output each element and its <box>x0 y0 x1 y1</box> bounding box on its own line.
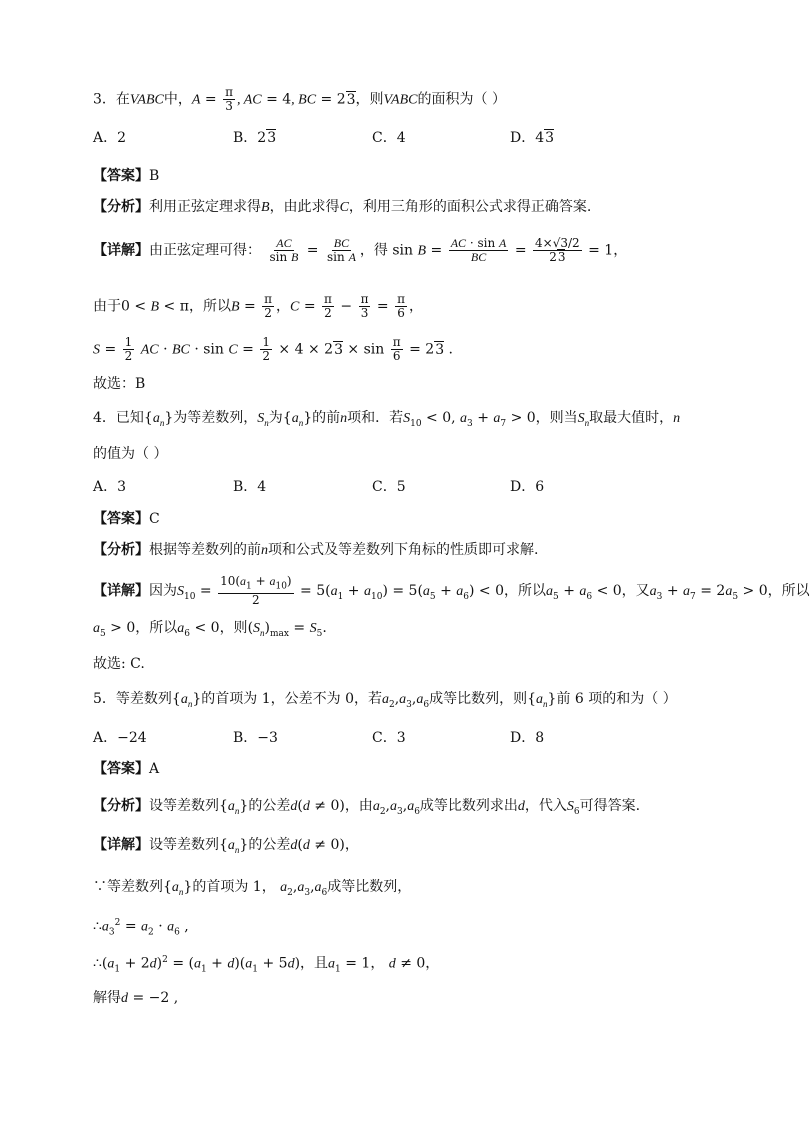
q5-analysis: 【分析】设等差数列$\{a_n\}$的公差d(d ≠ 0)，由$a_2,a_3,a_6$成等比数列求出d，代入$S_6$可得答案. <box>93 798 641 817</box>
q4-stem-cont: 的值为（ ） <box>93 446 168 462</box>
q5-option-c: C．3 <box>372 730 406 746</box>
q3-area-formula: S = $\frac{1}{2}$ AC · BC · sin C = $\frac{1}{2}$ × 4 × 23 × sin $\frac{\pi}{6}$ = 23 . <box>93 335 454 363</box>
q5-answer: 【答案】A <box>93 761 160 777</box>
q5-options <box>0 728 794 748</box>
q3-analysis: 【分析】利用正弦定理求得B，由此求得C，利用三角形的面积公式求得正确答案. <box>93 199 592 215</box>
q4-option-a: A．3 <box>93 479 127 495</box>
q4-answer: 【答案】C <box>93 511 160 527</box>
q5-option-d: D．8 <box>510 730 545 746</box>
q4-detail-cont: $a_5 > 0$，所以$a_6 < 0$，则$(S_n)_{max} = S_5$. <box>93 620 327 639</box>
q3-choose: 故选：B <box>93 376 146 392</box>
q5-geometric-eq: $\therefore a_3^2 = a_2 \cdot a_6$ , <box>93 918 189 938</box>
q3-detail: 【详解】由正弦定理可得： $\frac{AC}{\text{sin B}}$ = $\frac{BC}{\text{sin A}}$ ，得 sin B = $\frac{\text{AC · sin A}}{BC}$ = $\frac{4\times√3/2}{23}$ = 1， <box>93 236 628 264</box>
q3-option-c: C．4 <box>372 130 406 146</box>
q3-answer: 【答案】B <box>93 168 160 184</box>
q3-reason: 由于0 < B < π，所以B = $\frac{\pi}{2}$ ，C = $\frac{\pi}{2}$ − $\frac{\pi}{3}$ = $\frac{\pi}{6}$ ， <box>93 292 423 320</box>
q5-solution: 解得d = −2 , <box>93 990 179 1006</box>
q5-expanded-eq: $\therefore(a_1 + 2d)^2 = (a_1 + d)(a_1 + 5d)$，且$a_1 = 1$， d ≠ 0， <box>93 955 440 975</box>
q4-option-d: D．6 <box>510 479 545 495</box>
q5-option-a: A．−24 <box>93 730 147 746</box>
q4-choose: 故选: C. <box>93 656 145 672</box>
q4-detail: 【详解】因为$S_{10}$ = $\frac{10(a_1 + a_{10})}{2}$ = $5(a_1 + a_{10}) = 5(a_5 + a_6) < 0$，所以$a_5 + a_6 < 0$，又$a_3 + a_7 = 2a_5 > 0$，所以 <box>93 574 810 608</box>
q5-stem: 5．等差数列$\{a_n\}$的首项为 1，公差不为 0，若$a_2,a_3,a_6$成等比数列，则$\{a_n\}$前 6 项的和为（ ） <box>93 691 677 710</box>
q4-option-c: C．5 <box>372 479 406 495</box>
q5-given: ∵等差数列$\{a_n\}$的首项为 1， $a_2,a_3,a_6$成等比数列， <box>93 879 412 898</box>
q5-option-b: B．−3 <box>233 730 278 746</box>
q4-analysis: 【分析】根据等差数列的前n项和公式及等差数列下角标的性质即可求解. <box>93 542 539 558</box>
q3-option-d: D．43 <box>510 130 555 146</box>
q3-option-a: A．2 <box>93 130 127 146</box>
q4-option-b: B．4 <box>233 479 267 495</box>
q3-options <box>0 128 794 148</box>
q5-detail: 【详解】设等差数列$\{a_n\}$的公差d(d ≠ 0)， <box>93 837 359 855</box>
q4-options <box>0 477 794 497</box>
q3-stem: 3．在VABC中，A = $\frac{\pi}{3}$ , AC = 4, BC = 23，则VABC的面积为（ ） <box>93 85 506 113</box>
q3-option-b: B．23 <box>233 130 277 146</box>
q4-stem: 4．已知$\{a_n\}$为等差数列，$S_n$为$\{a_n\}$的前n项和．若$S_{10} < 0$, $a_3 + a_7 > 0$，则当$S_n$取最大值时，n <box>93 410 681 429</box>
